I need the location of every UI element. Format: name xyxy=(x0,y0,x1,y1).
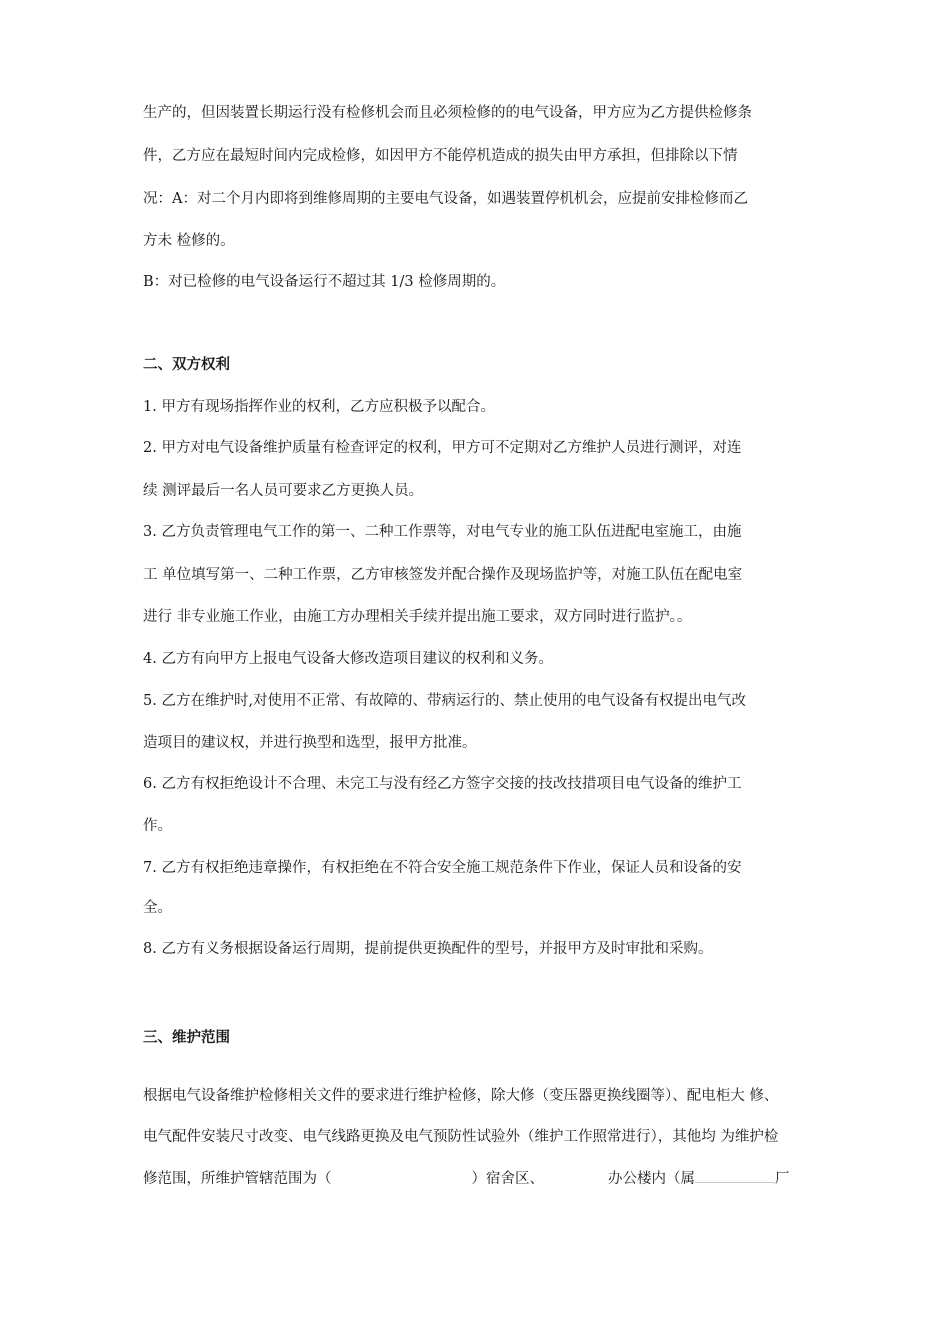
section-2-line-4: 3. 乙方负责管理电气工作的第一、二种工作票等，对电气专业的施工队伍进配电室施工，由施 xyxy=(143,524,742,540)
section-3-line-2: 电气配件安装尺寸改变、电气线路更换及电气预防性试验外（维护工作照常进行），其他均 为维护检 xyxy=(143,1129,779,1145)
intro-line-5: B：对已检修的电气设备运行不超过其 1/3 检修周期的。 xyxy=(143,274,506,290)
section-2-line-14: 8. 乙方有义务根据设备运行周期，提前提供更换配件的型号，并报甲方及时审批和采购。 xyxy=(143,941,713,957)
section-2-line-13: 全。 xyxy=(143,900,172,916)
section-2-line-8: 5. 乙方在维护时,对使用不正常、有故障的、带病运行的、禁止使用的电气设备有权提出电气改 xyxy=(143,693,747,709)
section-2-line-1: 1. 甲方有现场指挥作业的权利，乙方应积极予以配合。 xyxy=(143,399,495,415)
scope-text-4: 厂 xyxy=(775,1171,790,1187)
section-3-line-1: 根据电气设备维护检修相关文件的要求进行维护检修，除大修（变压器更换线圈等）、配电柜大 修、 xyxy=(143,1088,779,1104)
section-2-line-10: 6. 乙方有权拒绝设计不合理、未完工与没有经乙方签字交接的技改技措项目电气设备的维护工 xyxy=(143,776,742,792)
section-2-heading: 二、双方权利 xyxy=(143,357,230,373)
section-2-line-9: 造项目的建议权，并进行换型和选型，报甲方批准。 xyxy=(143,735,477,751)
section-2-line-2: 2. 甲方对电气设备维护质量有检查评定的权利，甲方可不定期对乙方维护人员进行测评，对连 xyxy=(143,440,742,456)
section-2-line-11: 作。 xyxy=(143,818,172,834)
intro-line-4: 方未 检修的。 xyxy=(143,233,235,249)
section-3-line-3 xyxy=(143,1168,790,1189)
section-2-line-5: 工 单位填写第一、二种工作票，乙方审核签发并配合操作及现场监护等，对施工队伍在配电室 xyxy=(143,567,743,583)
intro-line-1: 生产的，但因装置长期运行没有检修机会而且必须检修的的电气设备，甲方应为乙方提供检修条 xyxy=(143,105,752,121)
section-2-line-12: 7. 乙方有权拒绝违章操作，有权拒绝在不符合安全施工规范条件下作业，保证人员和设备的安 xyxy=(143,860,742,876)
blank-factory-field[interactable] xyxy=(695,1168,775,1183)
intro-line-2: 件，乙方应在最短时间内完成检修，如因甲方不能停机造成的损失由甲方承担，但排除以下情 xyxy=(143,148,738,164)
section-3-heading: 三、维护范围 xyxy=(143,1030,230,1046)
section-2-line-6: 进行 非专业施工作业，由施工方办理相关手续并提出施工要求，双方同时进行监护。。 xyxy=(143,609,692,625)
scope-text-1: 修范围，所维护管辖范围为（ xyxy=(143,1171,332,1187)
scope-text-2: ）宿舍区、 xyxy=(471,1171,544,1187)
scope-text-3: 办公楼内（属 xyxy=(608,1171,695,1187)
section-2-line-3: 续 测评最后一名人员可要求乙方更换人员。 xyxy=(143,483,424,499)
section-2-line-7: 4. 乙方有向甲方上报电气设备大修改造项目建议的权利和义务。 xyxy=(143,651,553,667)
intro-line-3: 况：A：对二个月内即将到维修周期的主要电气设备，如遇装置停机机会，应提前安排检修而乙 xyxy=(143,191,748,207)
